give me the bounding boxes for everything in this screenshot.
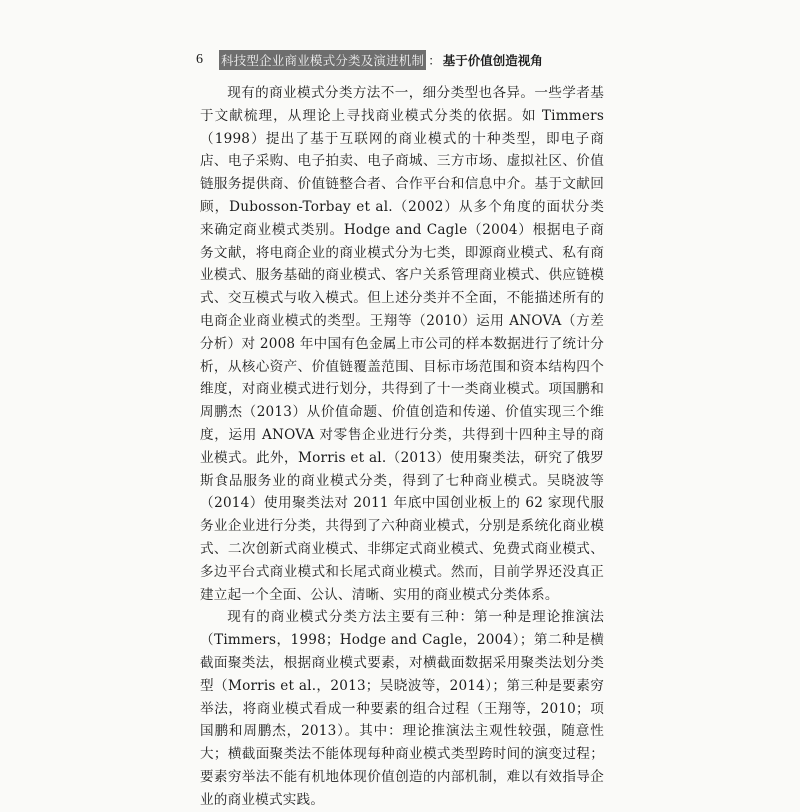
body-text (200, 82, 604, 812)
page-number: 6 (196, 52, 203, 67)
book-title: 科技型企业商业模式分类及演进机制 (219, 50, 426, 70)
book-subtitle: 基于价值创造视角 (442, 53, 543, 68)
paragraph-1: 现有的商业模式分类方法不一，细分类型也各异。一些学者基于文献梳理，从理论上寻找商业模式分类的依据。如 Timmers（1998）提出了基于互联网的商业模式的十种类型，即电子商店、电子采购、电子拍卖、电子商城、三方市场、虚拟社区、价值链服务提供商、价值链整合者、合作平台和信息中介。基于文献回顾，Dubosson-Torbay et al.（2002）从多个角度的面状分类来确定商业模式类别。Hodge and Cagle（2004）根据电子商务文献，将电商企业的商业模式分为七类，即源商业模式、私有商业模式、服务基础的商业模式、客户关系管理商业模式、供应链模式、交互模式与收入模式。但上述分类并不全面，不能描述所有的电商企业商业模式的类型。王翔等（2010）运用 ANOVA（方差分析）对 2008 年中国有色金属上市公司的样本数据进行了统计分析，从核心资产、价值链覆盖范围、目标市场范围和资本结构四个维度，对商业模式进行划分，共得到了十一类商业模式。项国鹏和周鹏杰（2013）从价值命题、价值创造和传递、价值实现三个维度，运用 ANOVA 对零售企业进行分类，共得到十四种主导的商业模式。此外，Morris et al.（2013）使用聚类法，研究了俄罗斯食品服务业的商业模式分类，得到了七种商业模式。吴晓波等（2014）使用聚类法对 2011 年底中国创业板上的 62 家现代服务业企业进行分类，共得到了六种商业模式，分别是系统化商业模式、二次创新式商业模式、非绑定式商业模式、免费式商业模式、多边平台式商业模式和长尾式商业模式。然而，目前学界还没真正建立起一个全面、公认、清晰、实用的商业模式分类体系。 (200, 85, 604, 603)
running-header (196, 50, 543, 70)
paragraph-2: 现有的商业模式分类方法主要有三种：第一种是理论推演法（Timmers，1998；Hodge and Cagle，2004）；第二种是横截面聚类法，根据商业模式要素，对横截面数据采用聚类法划分类型（Morris et al.，2013；吴晓波等，2014）；第三种是要素穷举法，将商业模式看成一种要素的组合过程（王翔等，2010；项国鹏和周鹏杰，2013）。其中：理论推演法主观性较强，随意性大；横截面聚类法不能体现每种商业模式类型跨时间的演变过程；要素穷举法不能有机地体现价值创造的内部机制，难以有效指导企业的商业模式实践。 (200, 609, 604, 808)
title-separator: ： (428, 53, 441, 68)
